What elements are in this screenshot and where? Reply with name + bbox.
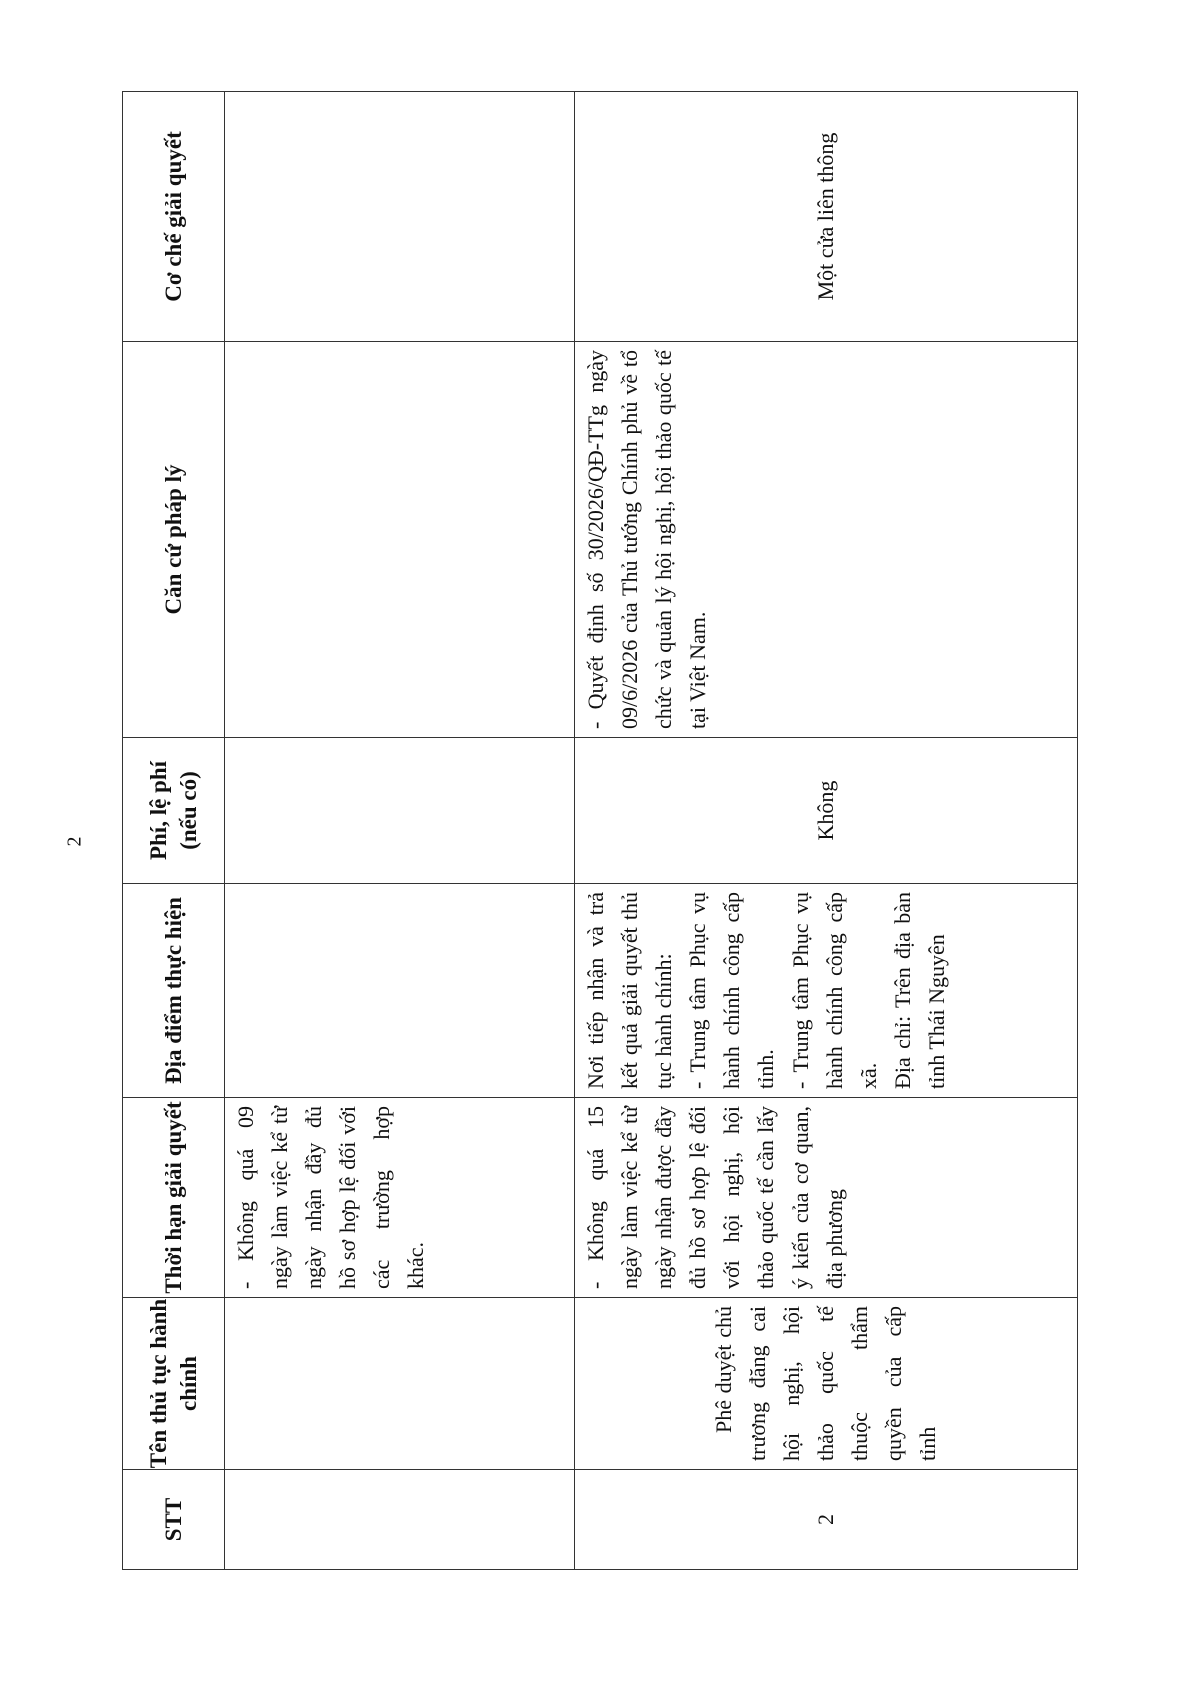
header-ten-thu-tuc: Tên thủ tục hành chính xyxy=(123,1298,225,1470)
table-row xyxy=(225,92,575,1570)
dia-diem-address: Địa chỉ: Trên địa bàn tỉnh Thái Nguyên xyxy=(889,892,949,1089)
cell-stt xyxy=(225,1470,575,1570)
cell-can-cu xyxy=(225,342,575,738)
cell-dia-diem xyxy=(225,884,575,1098)
cell-dia-diem xyxy=(575,884,958,1097)
cell-phi-le-phi xyxy=(225,738,575,884)
cell-thoi-han: - Không quá 15 ngày làm việc kể từ ngày nhận được đầy đủ hồ sơ hợp lệ đối với hội nghị, hội thảo quốc tế cần lấy ý kiến của cơ quan, địa phương xyxy=(583,1106,847,1289)
cell-ten-thu-tuc: Phê duyệt chủ trương đăng cai hội nghị, hội thảo quốc tế thuộc thẩm quyền của cấp tỉnh xyxy=(710,1306,941,1461)
procedure-table xyxy=(122,91,1078,1570)
dia-diem-intro: Nơi tiếp nhận và trả kết quả giải quyết thủ tục hành chính: xyxy=(583,892,677,1089)
cell-ten-thu-tuc xyxy=(225,1298,575,1470)
header-can-cu: Căn cứ pháp lý xyxy=(123,342,225,738)
header-dia-diem: Địa điểm thực hiện xyxy=(123,884,225,1098)
table-row xyxy=(575,92,1078,1570)
header-row xyxy=(123,92,225,1570)
header-phi-le-phi: Phí, lệ phí (nếu có) xyxy=(123,738,225,884)
cell-co-che: Một cửa liên thông xyxy=(812,132,838,301)
dia-diem-tinh: - Trung tâm Phục vụ hành chính công cấp tỉnh. xyxy=(685,892,779,1089)
cell-thoi-han: - Không quá 09 ngày làm việc kể từ ngày nhận đầy đủ hồ sơ hợp lệ đối với các trường hợp khác. xyxy=(233,1106,429,1289)
header-stt: STT xyxy=(123,1470,225,1570)
cell-co-che xyxy=(225,92,575,342)
cell-stt: 2 xyxy=(575,1470,1078,1570)
page-number: 2 xyxy=(63,836,86,847)
header-co-che: Cơ chế giải quyết xyxy=(123,92,225,342)
procedure-table-container xyxy=(122,92,1077,1570)
dia-diem-xa: - Trung tâm Phục vụ hành chính công cấp xã. xyxy=(787,892,881,1089)
cell-can-cu: - Quyết định số 30/2026/QĐ-TTg ngày 09/6/2026 của Thủ tướng Chính phủ về tổ chức và quản lý hội nghị, hội thảo quốc tế tại Việt Nam. xyxy=(583,350,711,729)
header-thoi-han: Thời hạn giải quyết xyxy=(123,1098,225,1298)
cell-phi-le-phi: Không xyxy=(575,738,1078,884)
